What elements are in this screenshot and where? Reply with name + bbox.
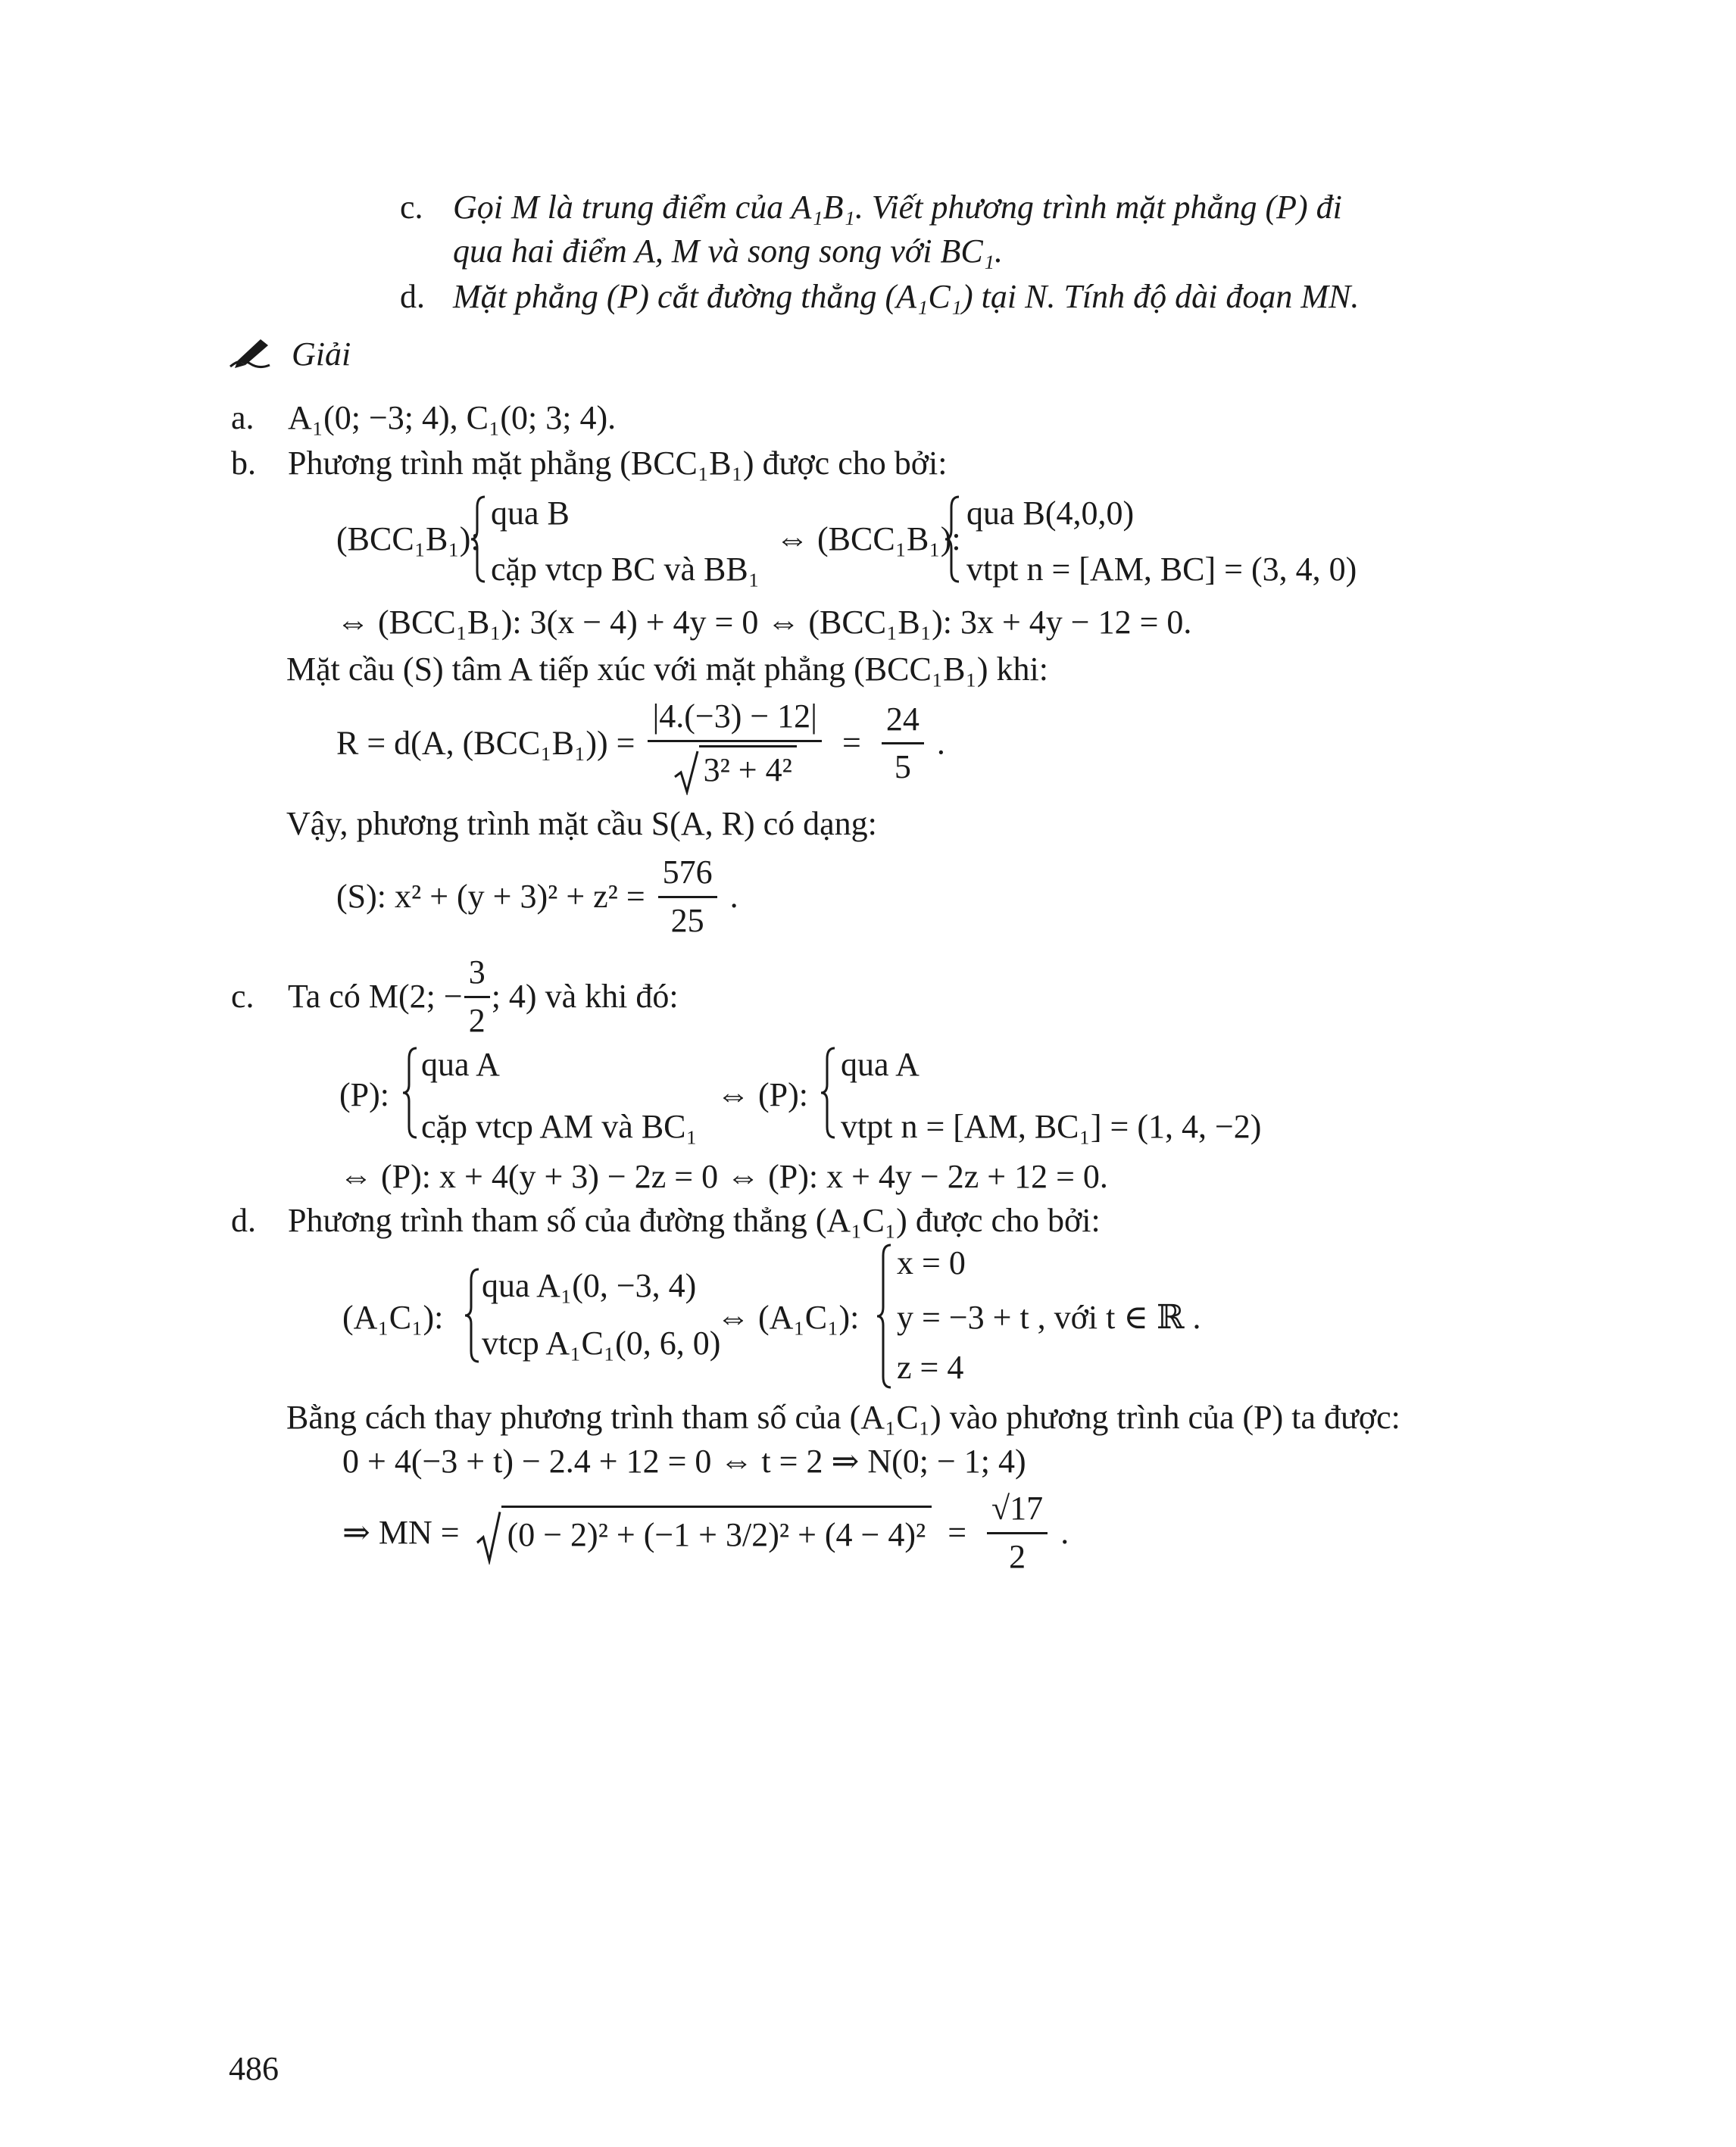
problem-c-label: c. bbox=[400, 189, 423, 226]
sol-a-text: A₁(0; −3; 4), C₁(0; 3; 4). bbox=[288, 399, 617, 436]
b-sphere-num: 576 bbox=[658, 853, 717, 898]
d-mn-sqrt bbox=[476, 1506, 932, 1560]
b-sphere-fraction bbox=[658, 853, 717, 941]
sol-d-text: Phương trình tham số của đường thẳng (A₁C₁) được cho bởi: bbox=[288, 1202, 1101, 1239]
sol-c-fraction bbox=[464, 953, 490, 1041]
b-sys1-brace bbox=[470, 494, 488, 585]
problem-d-line: Mặt phẳng (P) cắt đường thẳng (A₁C₁) tại N. Tính độ dài đoạn MN. bbox=[453, 278, 1360, 315]
d-sys2-lhs: ⇔ (A₁C₁): bbox=[717, 1299, 860, 1336]
sqrt-sign-icon bbox=[673, 750, 699, 795]
d-sys2-r1: x = 0 bbox=[897, 1244, 966, 1281]
sol-c-text-post: ; 4) và khi đó: bbox=[491, 977, 679, 1015]
b-radius-lhs: R = d(A, (BCC₁B₁)) = bbox=[336, 724, 635, 762]
b-sys2-lhs: ⇔ (BCC₁B₁): bbox=[776, 520, 961, 557]
b-sphere-lhs: (S): x² + (y + 3)² + z² = bbox=[336, 877, 645, 915]
sol-a-label: a. bbox=[231, 399, 254, 436]
b-sys2-r1: qua B(4,0,0) bbox=[966, 495, 1135, 532]
b-radius-sqrt bbox=[673, 745, 797, 791]
d-mn-result-den: 2 bbox=[1009, 1537, 1026, 1575]
b-radius-formula: R = d(A, (BCC₁B₁)) = $\frac{|4.(-3) - 12|}{\text{3² + 4²}}$ = $\frac{24}{5}$ . bbox=[336, 697, 945, 791]
d-mn-radicand: (0 − 2)² + (−1 + 3/2)² + (4 − 4)² bbox=[501, 1506, 932, 1560]
b-sys1-r2: cặp vtcp BC và BB₁ bbox=[491, 551, 760, 588]
b-sys2-brace bbox=[944, 494, 962, 585]
d-subst: Bằng cách thay phương trình tham số của (A₁C₁) vào phương trình của (P) ta được: bbox=[286, 1399, 1400, 1436]
d-solve: 0 + 4(−3 + t) − 2.4 + 12 = 0 ⇔ t = 2 ⇒ N(0; − 1; 4) bbox=[342, 1443, 1026, 1480]
b-radius-num: |4.(−3) − 12| bbox=[648, 697, 822, 742]
b-sys2-r2: vtpt n = [AM, BC] = (3, 4, 0) bbox=[966, 551, 1357, 588]
d-sys2-r3: z = 4 bbox=[897, 1349, 964, 1386]
c-sys2-lhs: ⇔ (P): bbox=[717, 1076, 808, 1113]
b-sys1-r1: qua B bbox=[491, 495, 570, 532]
d-sys2-r2: y = −3 + t , với t ∈ ℝ . bbox=[897, 1299, 1201, 1336]
c-sys1-r1: qua A bbox=[421, 1046, 500, 1083]
d-mn-lhs: ⇒ MN = bbox=[342, 1513, 460, 1551]
problem-c-line2: qua hai điểm A, M và song song với BC₁. bbox=[453, 232, 1004, 270]
d-mn-result-num: √17 bbox=[987, 1489, 1048, 1534]
b-sphere-eq: (S): x² + (y + 3)² + z² = $\frac{576}{25}$ . bbox=[336, 853, 738, 941]
pencil-write-icon bbox=[227, 335, 274, 371]
c-eq: ⇔ (P): x + 4(y + 3) − 2z = 0 ⇔ (P): x + 4y − 2z + 12 = 0. bbox=[339, 1158, 1108, 1195]
b-radius-result-den: 5 bbox=[894, 748, 911, 786]
sol-c-frac-num: 3 bbox=[464, 953, 490, 998]
sol-c-text-pre: Ta có M(2; − bbox=[288, 977, 463, 1015]
b-sphere-den: 25 bbox=[670, 901, 704, 939]
d-sys2-brace bbox=[876, 1242, 894, 1390]
c-sys1-r2: cặp vtcp AM và BC₁ bbox=[421, 1108, 698, 1145]
d-sys1-r1: qua A₁(0, −3, 4) bbox=[482, 1267, 697, 1304]
solution-heading bbox=[227, 335, 351, 375]
sol-d-label: d. bbox=[231, 1202, 256, 1239]
sol-c-label: c. bbox=[231, 978, 254, 1015]
sol-b-label: b. bbox=[231, 445, 256, 482]
problem-d-label: d. bbox=[400, 278, 425, 315]
b-conclude: Vậy, phương trình mặt cầu S(A, R) có dạng: bbox=[286, 805, 877, 842]
c-sys2-r2: vtpt n = [AM, BC₁] = (1, 4, −2) bbox=[841, 1108, 1262, 1145]
sol-b-text: Phương trình mặt phẳng (BCC₁B₁) được cho bởi: bbox=[288, 445, 948, 482]
c-sys2-brace bbox=[820, 1045, 838, 1141]
b-radius-result-num: 24 bbox=[882, 700, 924, 745]
d-sys1-r2: vtcp A₁C₁(0, 6, 0) bbox=[482, 1325, 721, 1362]
sol-c-frac-den: 2 bbox=[468, 1001, 486, 1039]
b-radius-result bbox=[882, 700, 924, 788]
c-sys1-brace bbox=[401, 1045, 420, 1141]
problem-c-line1: Gọi M là trung điểm của A₁B₁. Viết phương trình mặt phẳng (P) đi bbox=[453, 189, 1342, 226]
d-mn-result bbox=[987, 1489, 1048, 1577]
solution-heading-text: Giải bbox=[292, 335, 351, 373]
b-sys1-lhs: (BCC₁B₁): bbox=[336, 520, 480, 557]
d-sys1-brace bbox=[464, 1266, 482, 1365]
c-sys2-r1: qua A bbox=[841, 1046, 920, 1083]
sol-c-text bbox=[288, 953, 679, 1041]
c-sys1-lhs: (P): bbox=[339, 1076, 389, 1113]
b-radius-fraction bbox=[648, 697, 822, 791]
b-sphere-intro: Mặt cầu (S) tâm A tiếp xúc với mặt phẳng (BCC₁B₁) khi: bbox=[286, 651, 1048, 688]
d-mn-formula: ⇒ MN = (0 − 2)² + (−1 + 3/2)² + (4 − 4)² = $\frac{√17}{2}$ . bbox=[342, 1489, 1069, 1577]
b-radius-den: 3² + 4² bbox=[699, 745, 797, 791]
sqrt-sign-icon bbox=[476, 1510, 501, 1565]
b-eq: ⇔ (BCC₁B₁): 3(x − 4) + 4y = 0 ⇔ (BCC₁B₁): 3x + 4y − 12 = 0. bbox=[336, 604, 1192, 641]
page-number: 486 bbox=[229, 2050, 279, 2087]
d-sys1-lhs: (A₁C₁): bbox=[342, 1299, 444, 1336]
